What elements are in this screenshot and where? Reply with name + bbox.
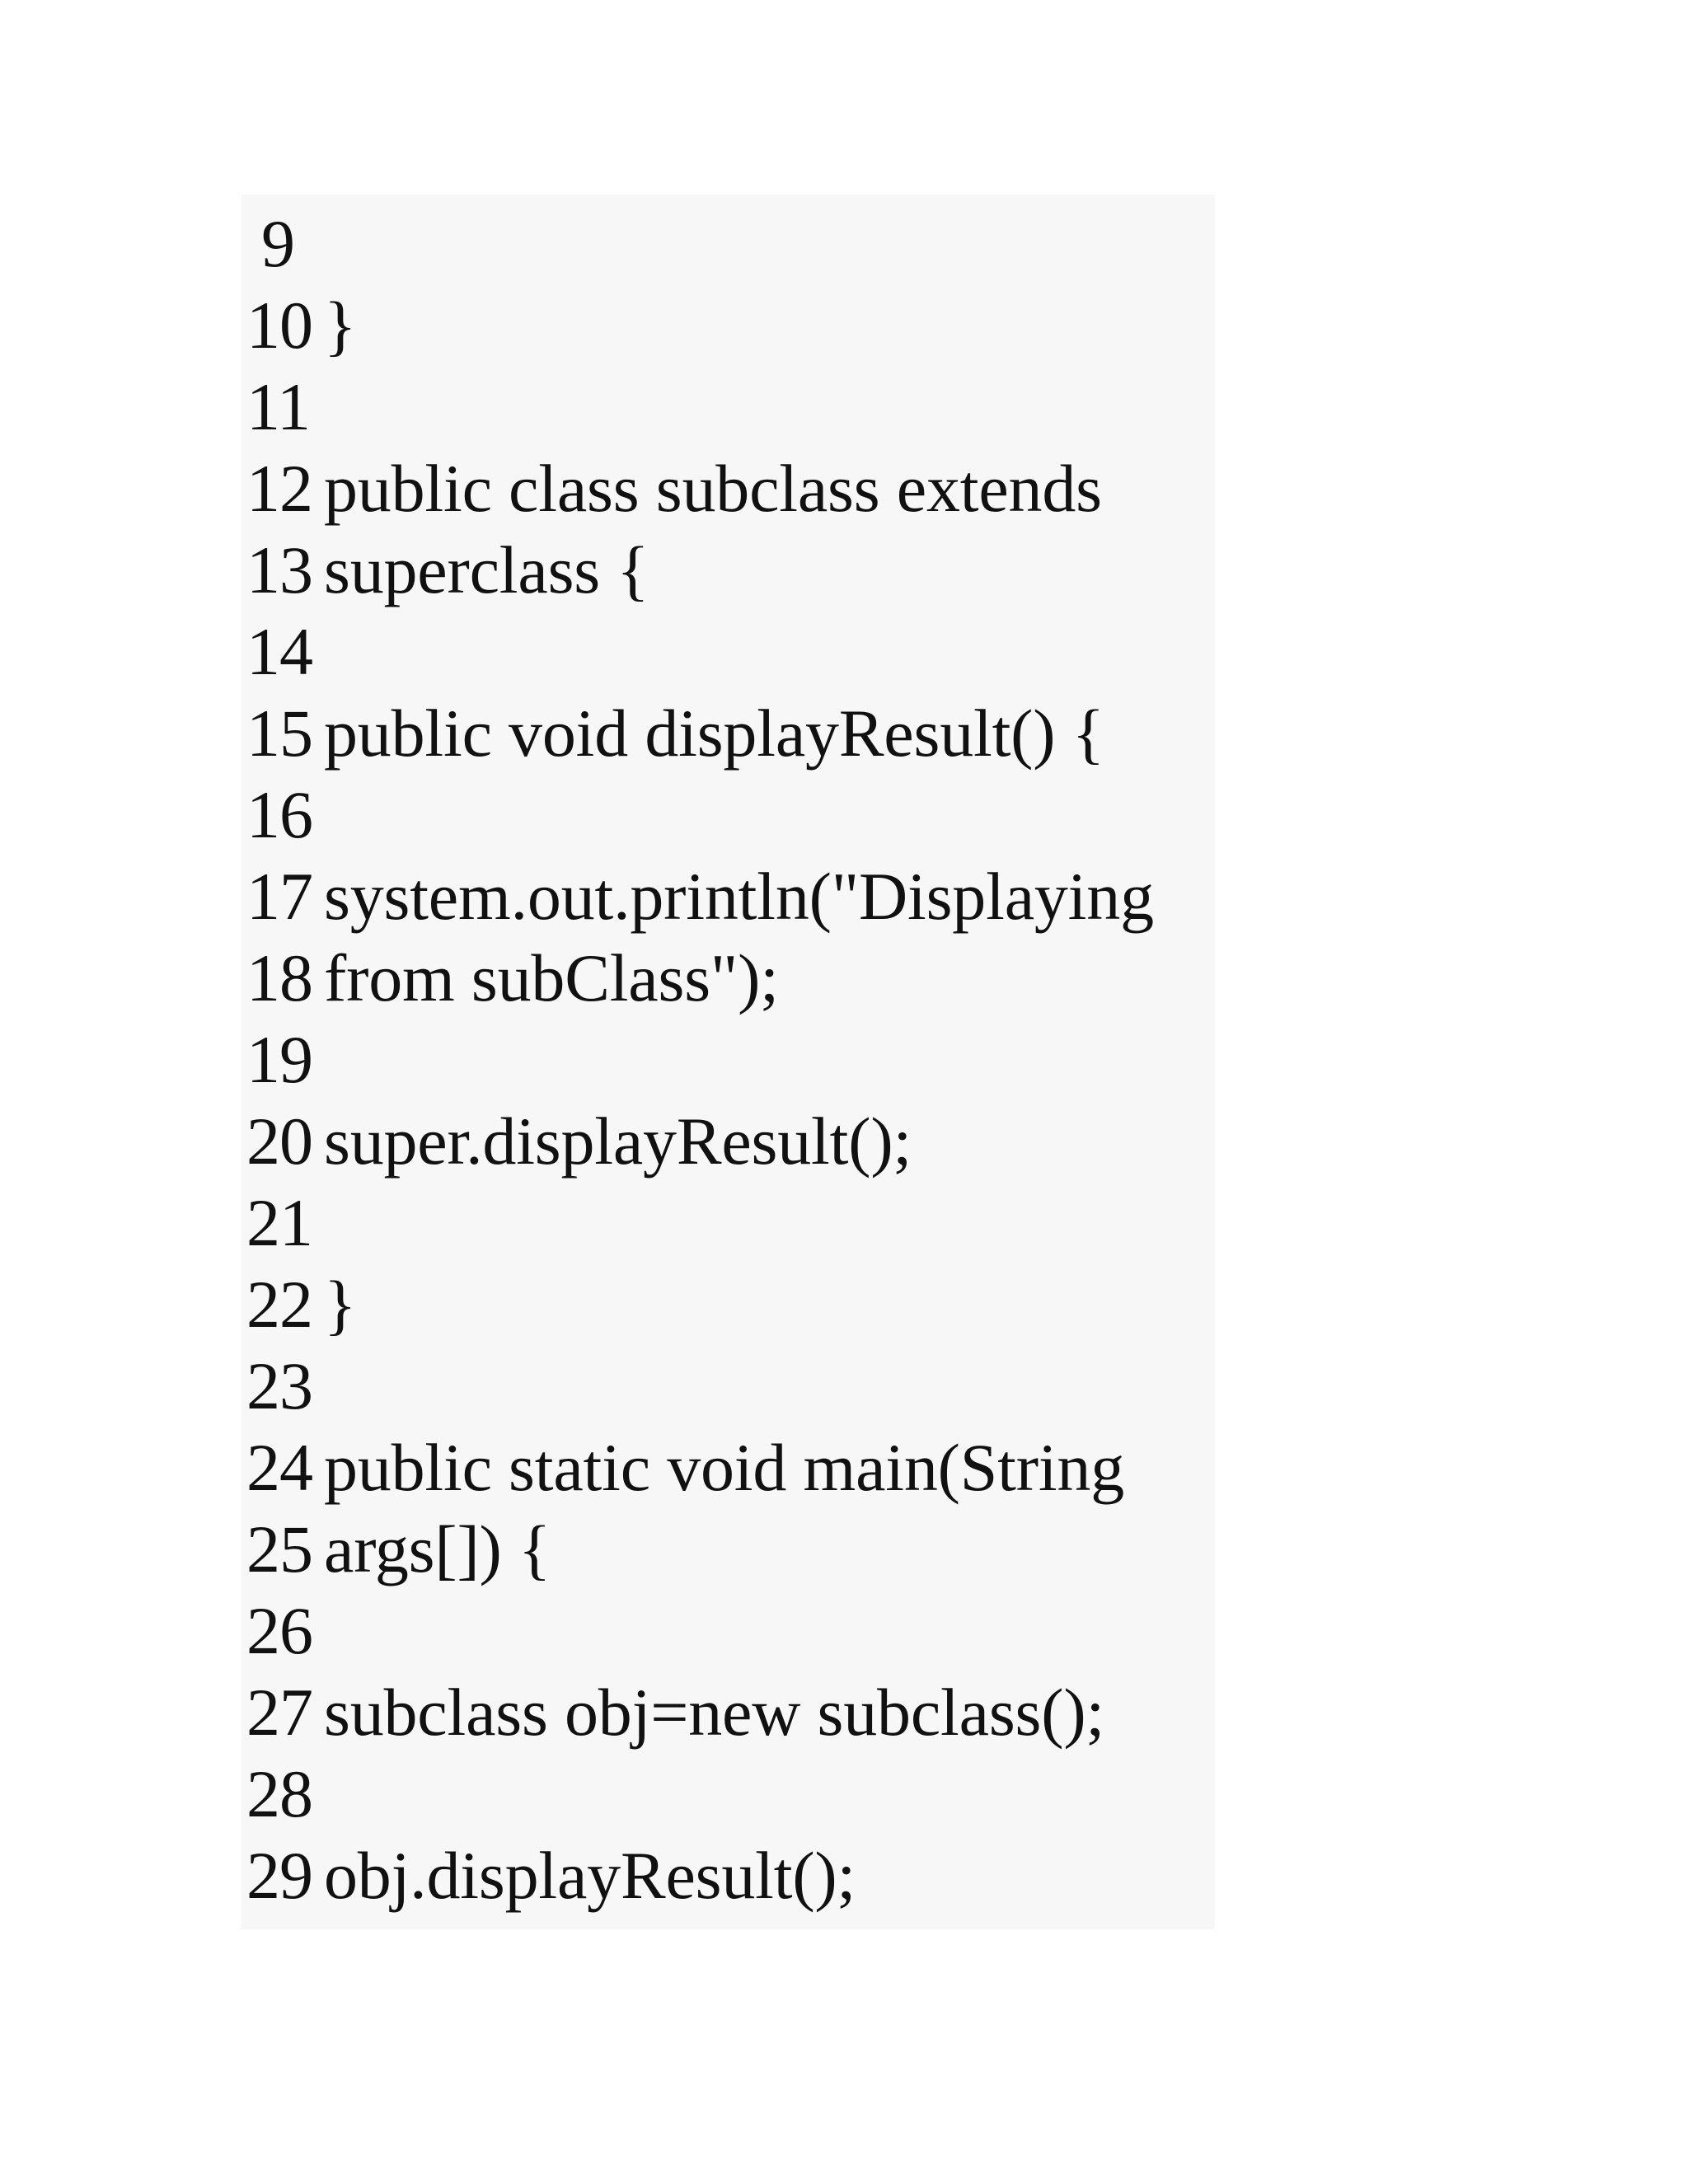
line-number: 11 <box>246 369 310 444</box>
code-text: } <box>324 1267 357 1342</box>
code-text: obj.displayResult(); <box>324 1838 856 1913</box>
line-number: 20 <box>246 1104 312 1179</box>
line-number: 22 <box>246 1267 312 1342</box>
line-number: 14 <box>246 614 312 689</box>
line-number: 24 <box>246 1430 312 1505</box>
line-number: 21 <box>246 1185 312 1260</box>
code-text: system.out.println("Displaying <box>324 859 1154 934</box>
line-number: 19 <box>246 1022 312 1097</box>
line-number: 29 <box>246 1838 312 1913</box>
line-number: 9 <box>261 206 294 281</box>
line-number: 13 <box>246 532 312 607</box>
code-text: args[]) { <box>324 1511 551 1586</box>
code-text: super.displayResult(); <box>324 1104 912 1179</box>
code-text: public class subclass extends <box>324 451 1102 526</box>
line-number: 26 <box>246 1593 312 1668</box>
line-number: 17 <box>246 859 312 934</box>
line-number: 23 <box>246 1348 312 1423</box>
line-number: 10 <box>246 288 312 363</box>
line-number: 25 <box>246 1511 312 1586</box>
code-text: public static void main(String <box>324 1430 1125 1505</box>
code-text: } <box>324 288 357 363</box>
code-text: public void displayResult() { <box>324 696 1104 771</box>
code-text: subclass obj=new subclass(); <box>324 1675 1105 1750</box>
code-text: from subClass"); <box>324 940 779 1015</box>
line-number: 28 <box>246 1756 312 1831</box>
code-text: superclass { <box>324 532 649 607</box>
code-listing <box>241 194 1215 1929</box>
line-number: 27 <box>246 1675 312 1750</box>
line-number: 15 <box>246 696 312 771</box>
line-number: 12 <box>246 451 312 526</box>
line-number: 16 <box>246 777 312 852</box>
line-number: 18 <box>246 940 312 1015</box>
